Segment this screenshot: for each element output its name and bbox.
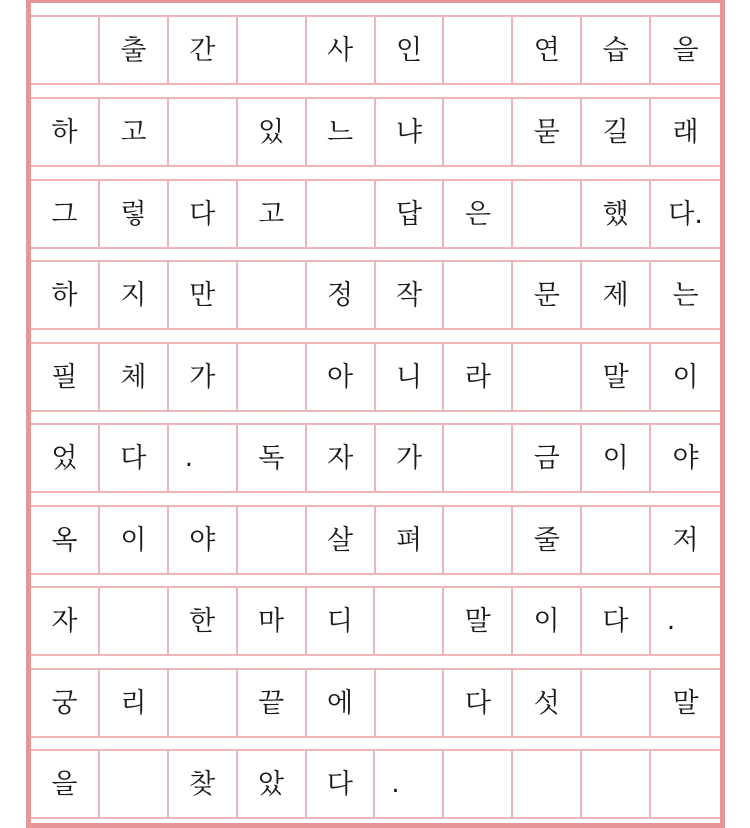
grid-cell: 냐 <box>376 99 445 165</box>
grid-row <box>31 342 720 412</box>
grid-cell: 옥 <box>31 507 100 573</box>
grid-cell: 가 <box>376 425 445 491</box>
grid-cell <box>375 588 444 654</box>
grid-cell: . <box>169 425 238 491</box>
grid-cell: 묻 <box>513 99 582 165</box>
grid-cell: 하 <box>31 262 100 328</box>
grid-cell <box>444 17 513 83</box>
grid-cell: 말 <box>582 344 651 410</box>
grid-cell: 줄 <box>513 507 582 573</box>
grid-cell: 했 <box>582 181 651 247</box>
grid-cell: 체 <box>100 344 169 410</box>
grid-cell: 살 <box>307 507 376 573</box>
grid-cell <box>31 17 100 83</box>
grid-cell: 다. <box>668 198 703 230</box>
grid-cell: 연 <box>513 17 582 83</box>
grid-cell: 다 <box>100 425 169 491</box>
grid-cell: 만 <box>169 262 238 328</box>
grid-cell <box>169 670 238 736</box>
grid-cell: 야 <box>672 442 699 474</box>
grid-cell: 에 <box>307 670 376 736</box>
grid-cell: 하 <box>31 99 100 165</box>
grid-cell: 제 <box>582 262 651 328</box>
grid-cell: 가 <box>169 344 238 410</box>
grid-cell: 야 <box>169 507 238 573</box>
grid-cell: 간 <box>169 17 238 83</box>
grid-cell: 필 <box>31 344 100 410</box>
grid-cell: . <box>666 606 676 636</box>
grid-cell: 고 <box>100 99 169 165</box>
grid-cell: 자 <box>31 588 100 654</box>
grid-cell: 다 <box>444 670 513 736</box>
grid-cell: 다 <box>582 588 651 654</box>
grid-cell: 찾 <box>169 751 238 817</box>
grid-cell <box>238 344 307 410</box>
grid-cell: 저 <box>672 524 699 556</box>
grid-cell: 문 <box>513 262 582 328</box>
grid-row <box>31 97 720 167</box>
grid-cell: 한 <box>169 588 238 654</box>
grid-cell: 정 <box>307 262 376 328</box>
grid-cell <box>100 588 169 654</box>
grid-cell: 렇 <box>100 181 169 247</box>
grid-cell: 이 <box>513 588 582 654</box>
grid-cell <box>238 262 307 328</box>
grid-cell: 출 <box>100 17 169 83</box>
grid-cell: 말 <box>672 687 699 719</box>
grid-cell <box>651 751 720 817</box>
grid-row <box>31 668 720 738</box>
grid-cell <box>238 17 307 83</box>
grid-cell: 느 <box>307 99 376 165</box>
grid-cell: 을 <box>31 751 100 817</box>
grid-cell: 금 <box>513 425 582 491</box>
grid-cell <box>238 507 307 573</box>
grid-row <box>31 423 720 493</box>
grid-cell: 았 <box>238 751 307 817</box>
grid-cell: 는 <box>672 279 699 311</box>
grid-cell <box>513 181 582 247</box>
grid-cell: 인 <box>376 17 445 83</box>
grid-cell: 아 <box>307 344 376 410</box>
grid-cell: 답 <box>376 181 445 247</box>
grid-cell: 이 <box>100 507 169 573</box>
grid-cell: 니 <box>376 344 445 410</box>
grid-cell <box>582 507 651 573</box>
grid-cell: 길 <box>582 99 651 165</box>
grid-cell: 이 <box>672 361 699 393</box>
grid-cell: 독 <box>238 425 307 491</box>
grid-cell: 고 <box>238 181 307 247</box>
grid-cell: 을 <box>672 34 699 66</box>
grid-cell <box>582 670 651 736</box>
grid-cell: 마 <box>238 588 307 654</box>
grid-cell: 끝 <box>238 670 307 736</box>
grid-cell: 그 <box>31 181 100 247</box>
grid-cell <box>513 751 582 817</box>
grid-row <box>31 179 720 249</box>
grid-cell: 다 <box>169 181 238 247</box>
grid-cell <box>444 425 513 491</box>
grid-cell: 이 <box>582 425 651 491</box>
grid-cell: . <box>375 751 444 817</box>
grid-cell: 있 <box>238 99 307 165</box>
grid-cell: 지 <box>100 262 169 328</box>
grid-row <box>31 749 720 819</box>
grid-cell <box>376 670 445 736</box>
grid-cell: 리 <box>100 670 169 736</box>
grid-cell: 섯 <box>513 670 582 736</box>
grid-cell <box>444 751 513 817</box>
grid-cell <box>100 751 169 817</box>
grid-cell: 래 <box>672 116 699 148</box>
grid-row <box>31 586 720 656</box>
grid-cell <box>169 99 238 165</box>
grid-cell <box>444 507 513 573</box>
grid-cell: 디 <box>307 588 376 654</box>
grid-cell <box>513 344 582 410</box>
manuscript-sheet <box>26 0 725 828</box>
grid-cell: 펴 <box>376 507 445 573</box>
grid-row <box>31 260 720 330</box>
grid-cell: 다 <box>307 751 376 817</box>
grid-cell <box>582 751 651 817</box>
grid-cell: 은 <box>444 181 513 247</box>
grid-cell: 말 <box>444 588 513 654</box>
grid-cell: 습 <box>582 17 651 83</box>
grid-cell <box>444 99 513 165</box>
grid-cell: 라 <box>444 344 513 410</box>
grid-cell: 작 <box>376 262 445 328</box>
grid-row <box>31 15 720 85</box>
grid-cell: 사 <box>307 17 376 83</box>
grid-cell <box>307 181 376 247</box>
grid-cell: 궁 <box>31 670 100 736</box>
grid-cell: 자 <box>307 425 376 491</box>
grid-cell <box>444 262 513 328</box>
grid-row <box>31 505 720 575</box>
grid-cell: 었 <box>31 425 100 491</box>
